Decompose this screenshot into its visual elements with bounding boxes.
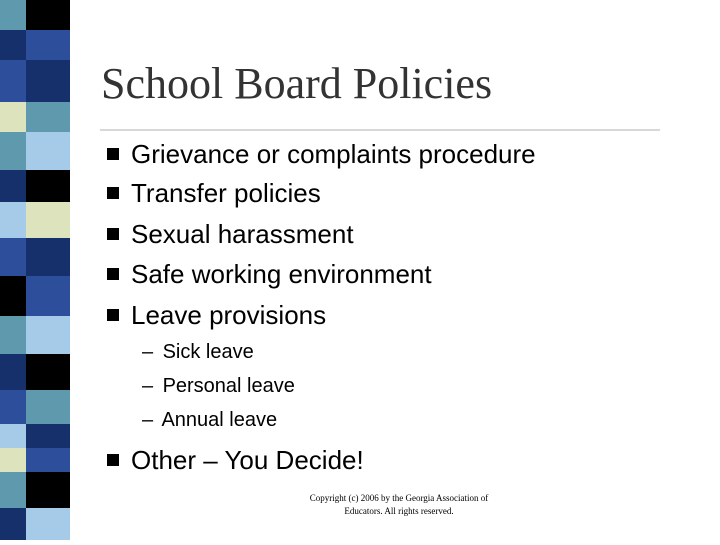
bullet-text: Leave provisions: [131, 300, 327, 330]
sub-bullet-item: [142, 405, 277, 435]
stripe-blocks: [0, 0, 70, 540]
sub-bullet-text: Annual leave: [161, 409, 278, 431]
bullet-text: Grievance or complaints procedure: [131, 139, 536, 169]
sub-bullet-dash: –: [142, 375, 154, 397]
square-bullet-icon: [107, 309, 119, 321]
copyright-line: Copyright (c) 2006 by the Georgia Association of: [309, 493, 489, 503]
bullet-text: Safe working environment: [131, 259, 432, 289]
slide-title: School Board Policies: [101, 59, 493, 108]
sub-bullet-item: [142, 337, 254, 367]
title-divider: [100, 129, 660, 131]
sub-bullet-text: Sick leave: [162, 341, 254, 363]
square-bullet-icon: [107, 268, 119, 280]
decorative-stripe: [0, 0, 70, 540]
sub-bullet-item: [142, 371, 295, 401]
bullet-text: Sexual harassment: [131, 219, 354, 249]
bullet-text: Other – You Decide!: [131, 445, 364, 475]
sub-bullet-dash: –: [142, 341, 154, 363]
sub-bullet-text: Personal leave: [162, 375, 295, 397]
square-bullet-icon: [107, 228, 119, 240]
square-bullet-icon: [107, 187, 119, 199]
copyright-notice: [297, 492, 501, 518]
square-bullet-icon: [107, 454, 119, 466]
copyright-line: Educators. All rights reserved.: [344, 506, 454, 516]
bullet-text: Transfer policies: [131, 178, 321, 208]
square-bullet-icon: [107, 148, 119, 160]
sub-bullet-dash: –: [142, 409, 154, 431]
